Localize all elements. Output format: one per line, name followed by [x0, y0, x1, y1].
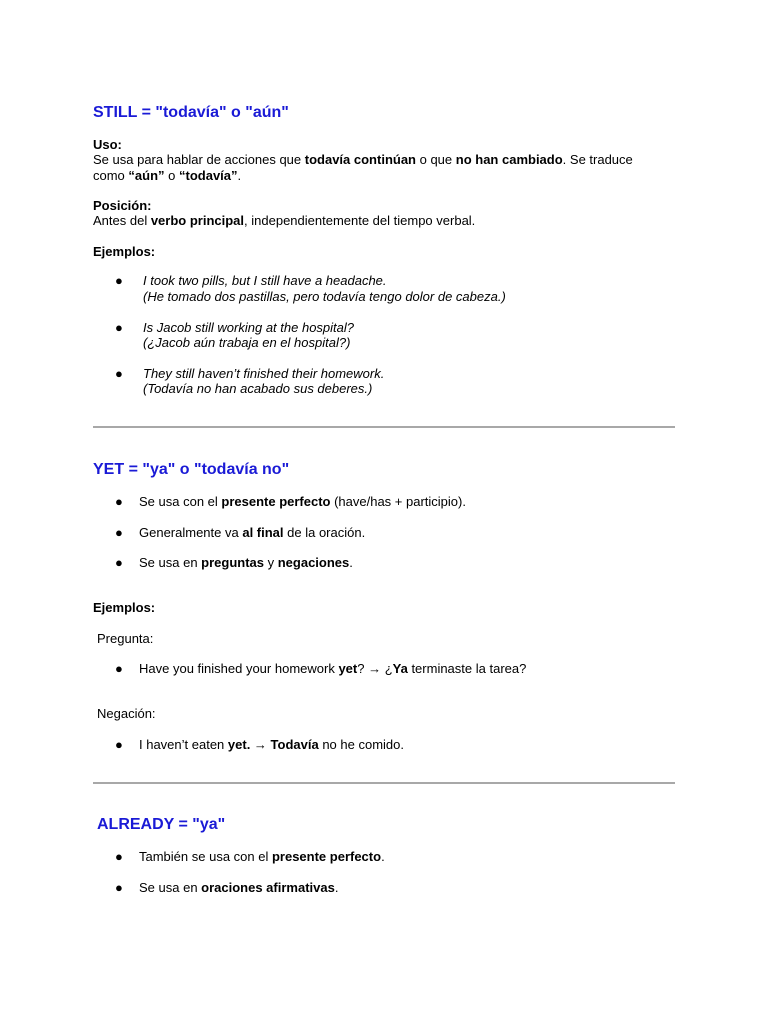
bullet-text: Se usa en oraciones afirmativas.: [139, 880, 339, 895]
bullet-icon: ●: [115, 849, 123, 864]
example-spanish: (Todavía no han acabado sus deberes.): [143, 381, 373, 396]
yet-ejemplos-label: Ejemplos:: [93, 600, 156, 615]
bullet-icon: ●: [115, 880, 123, 895]
example-english: They still haven’t finished their homework.: [143, 366, 385, 381]
bullet-icon: ●: [115, 366, 123, 381]
bullet-icon: ●: [115, 555, 123, 570]
bullet-icon: ●: [115, 737, 123, 752]
bullet-text: También se usa con el presente perfecto.: [139, 849, 385, 864]
bullet-icon: ●: [115, 661, 123, 676]
section-divider: [93, 426, 675, 428]
example-english: Is Jacob still working at the hospital?: [143, 320, 354, 335]
pregunta-example: Have you finished your homework yet? → ¿Ya terminaste la tarea?: [139, 661, 527, 676]
bullet-text: Se usa con el presente perfecto (have/has + participio).: [139, 494, 466, 509]
still-uso-label: Uso:: [93, 137, 122, 152]
bullet-icon: ●: [115, 273, 123, 288]
bullet-icon: ●: [115, 525, 123, 540]
pregunta-label: Pregunta:: [97, 631, 154, 646]
still-posicion-label: Posición:: [93, 198, 152, 213]
yet-heading: YET = "ya" o "todavía no": [93, 461, 290, 478]
negacion-example: I haven’t eaten yet. → Todavía no he comido.: [139, 737, 404, 752]
still-heading: STILL = "todavía" o "aún": [93, 104, 289, 121]
bullet-icon: ●: [115, 320, 123, 335]
negacion-label: Negación:: [97, 706, 156, 721]
example-english: I took two pills, but I still have a headache.: [143, 273, 387, 288]
bullet-icon: ●: [115, 494, 123, 509]
already-heading: ALREADY = "ya": [97, 816, 226, 833]
bullet-text: Se usa en preguntas y negaciones.: [139, 555, 353, 570]
example-spanish: (He tomado dos pastillas, pero todavía tengo dolor de cabeza.): [143, 289, 506, 304]
still-ejemplos-label: Ejemplos:: [93, 244, 156, 259]
still-posicion-text: Antes del verbo principal, independientemente del tiempo verbal.: [93, 213, 476, 228]
still-uso-text: Se usa para hablar de acciones que todavía continúan o que no han cambiado. Se traduce como “aún” o “todavía”.: [93, 152, 633, 183]
bullet-text: Generalmente va al final de la oración.: [139, 525, 366, 540]
example-spanish: (¿Jacob aún trabaja en el hospital?): [143, 335, 351, 350]
section-divider: [93, 782, 675, 784]
